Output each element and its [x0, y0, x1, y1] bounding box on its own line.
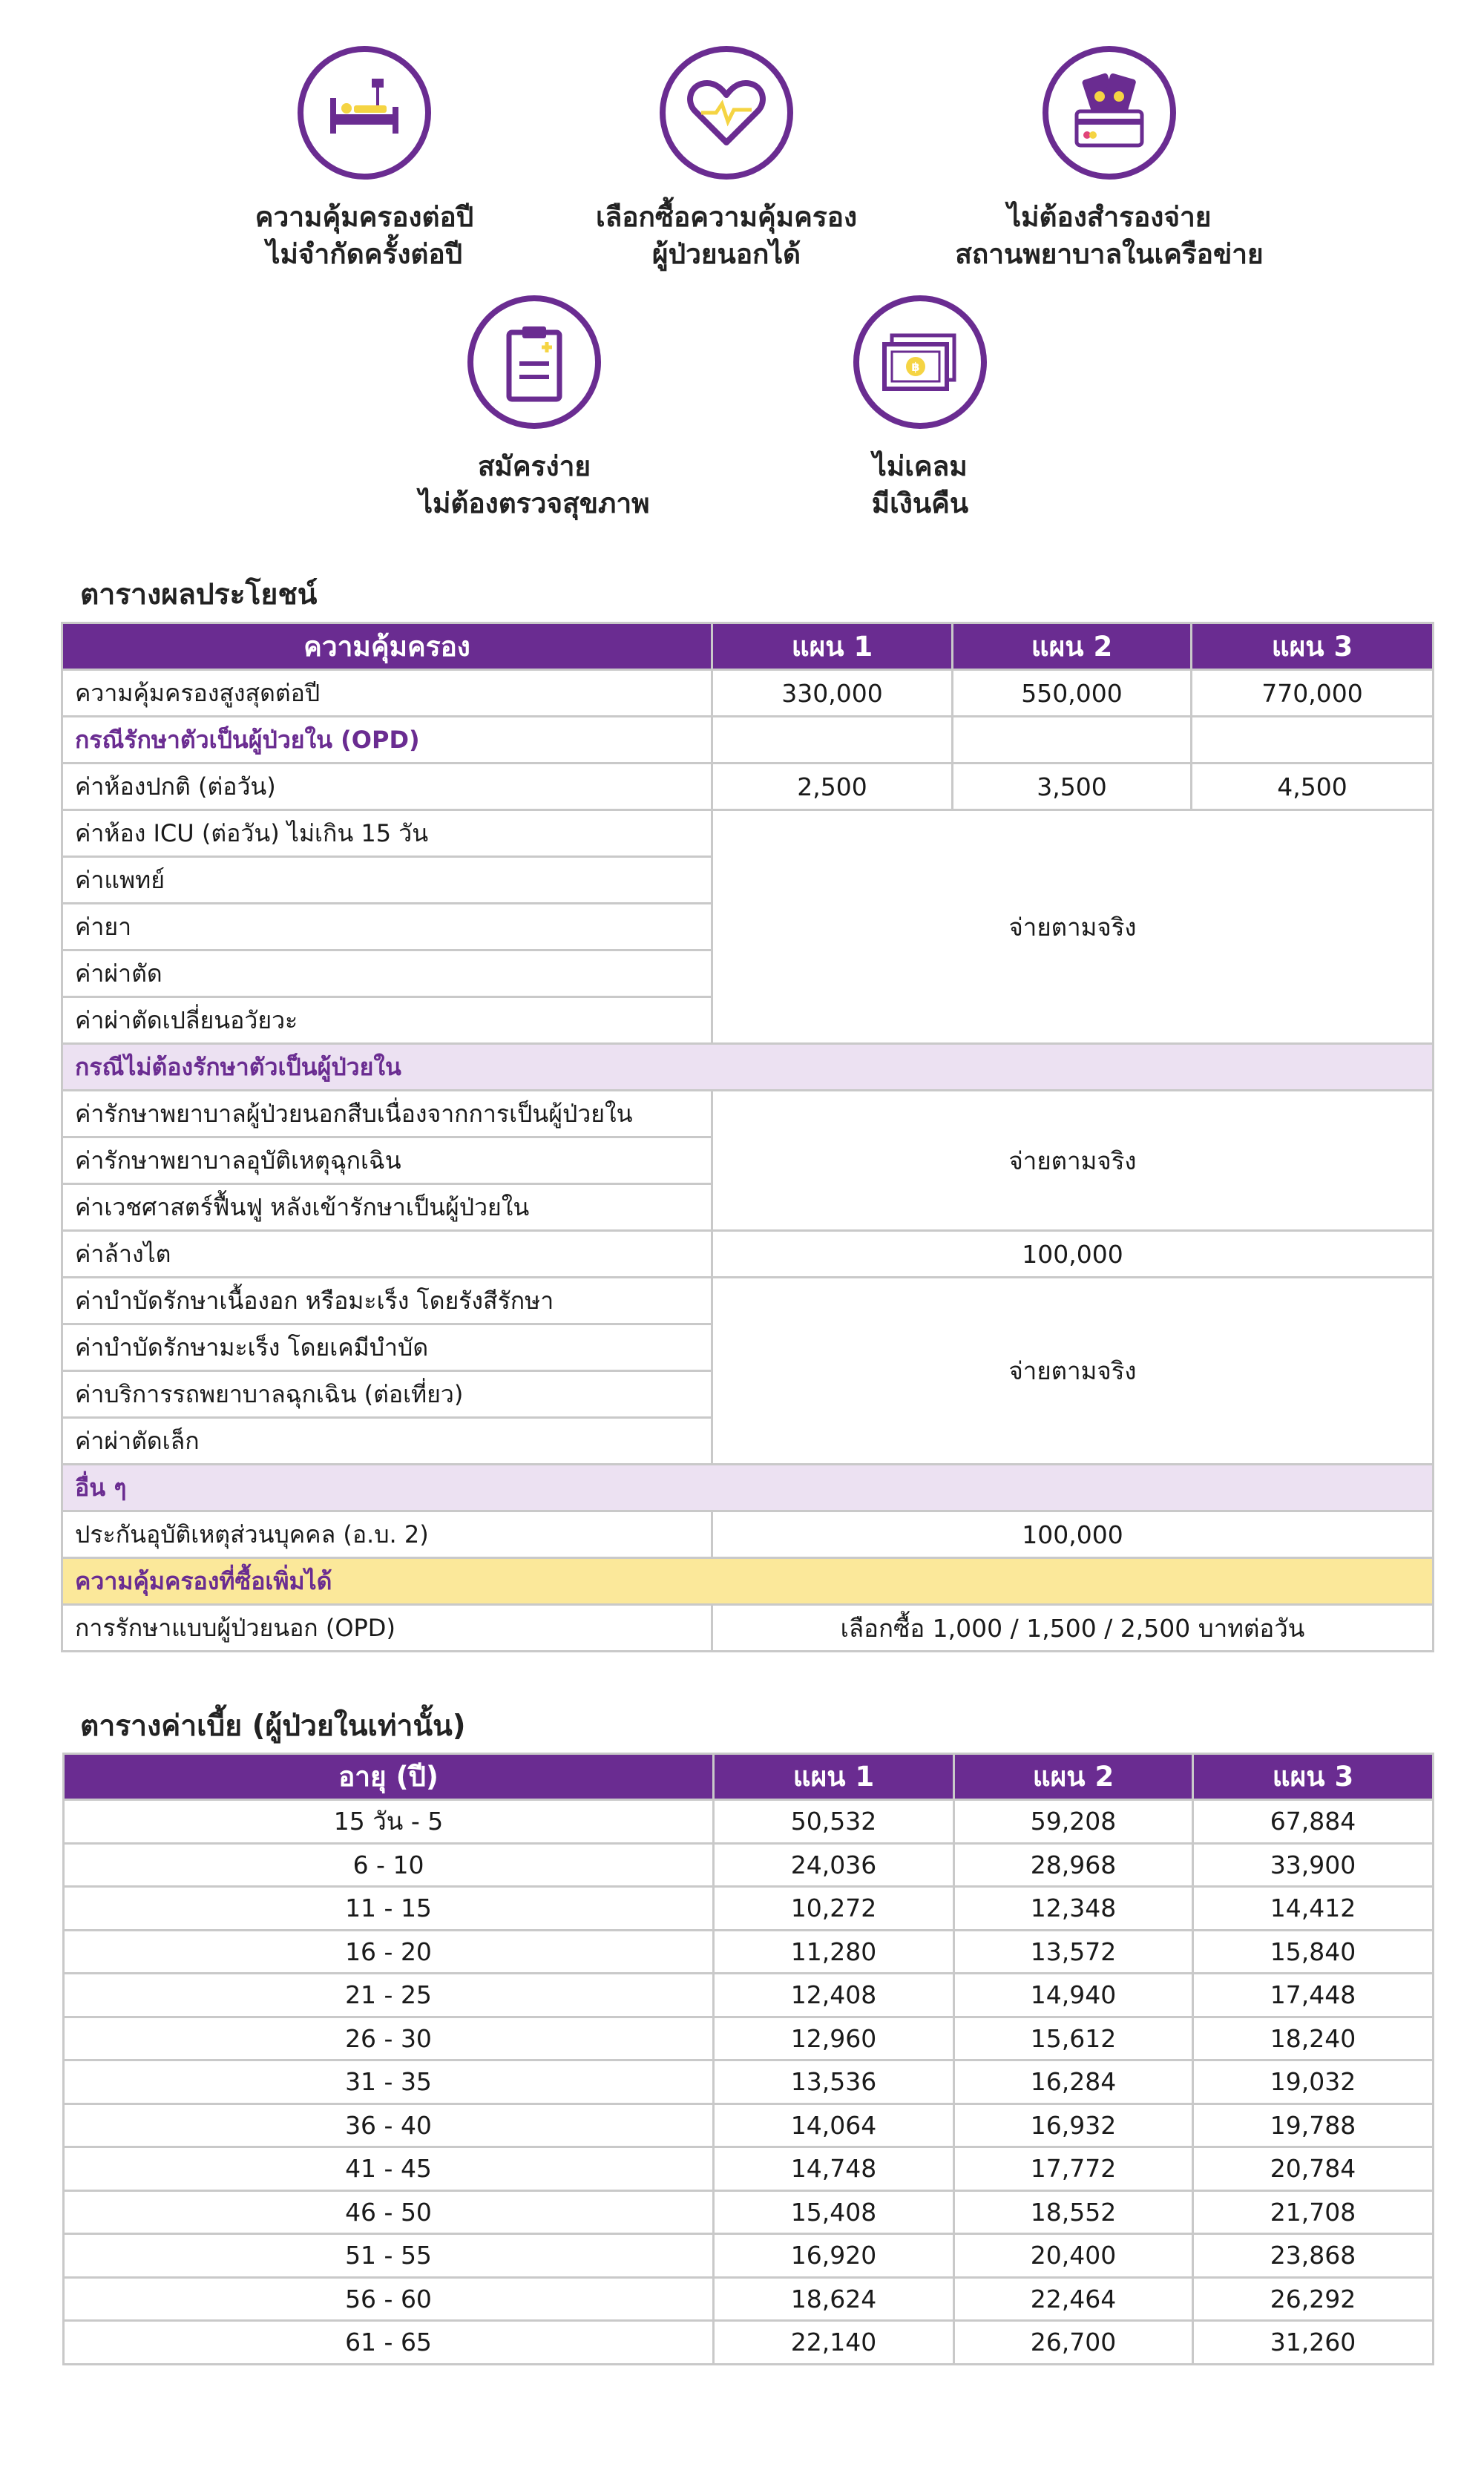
feature-line-2: ไม่จำกัดครั้งต่อปี: [266, 238, 463, 270]
section-label: กรณีรักษาตัวเป็นผู้ป่วยใน (OPD): [62, 717, 712, 763]
premium-cell: 12,408: [714, 1974, 954, 2017]
table-row: [64, 1887, 1434, 1931]
cell-value-merged: จ่ายตามจริง: [712, 1278, 1434, 1465]
empty-cell: [1192, 717, 1434, 763]
premium-cell: 10,272: [714, 1887, 954, 1931]
section-label: กรณีไม่ต้องรักษาตัวเป็นผู้ป่วยใน: [62, 1044, 1434, 1091]
feature-line-1: สมัครง่าย: [477, 450, 591, 482]
premium-cell: 15,612: [954, 2017, 1193, 2060]
benefit-header-row: [62, 623, 1434, 670]
age-range-cell: 6 - 10: [64, 1843, 714, 1887]
cell-value: 4,500: [1192, 763, 1434, 810]
header-coverage: ความคุ้มครอง: [62, 623, 712, 670]
premium-table-title: ตารางค่าเบี้ย (ผู้ป่วยในเท่านั้น): [80, 1710, 466, 1743]
premium-cell: 14,940: [954, 1974, 1193, 2017]
premium-cell: 26,292: [1193, 2277, 1434, 2321]
table-row: [64, 1800, 1434, 1844]
premium-cell: 28,968: [954, 1843, 1193, 1887]
benefit-table-title: ตารางผลประโยชน์: [80, 578, 318, 611]
premium-cell: 26,700: [954, 2321, 1193, 2365]
section-label: อื่น ๆ: [62, 1465, 1434, 1511]
row-label: การรักษาแบบผู้ป่วยนอก (OPD): [62, 1605, 712, 1652]
row-label: ค่าบำบัดรักษามะเร็ง โดยเคมีบำบัด: [62, 1324, 712, 1371]
benefit-table: [61, 622, 1434, 1652]
age-range-cell: 36 - 40: [64, 2103, 714, 2147]
premium-cell: 14,064: [714, 2103, 954, 2147]
row-label: ค่าผ่าตัด: [62, 950, 712, 997]
row-label: ค่าล้างไต: [62, 1231, 712, 1278]
table-row: [62, 763, 1434, 810]
row-label: ค่าบำบัดรักษาเนื้องอก หรือมะเร็ง โดยรังสีรักษา: [62, 1278, 712, 1324]
row-label: ค่ายา: [62, 904, 712, 950]
premium-cell: 15,408: [714, 2190, 954, 2234]
premium-cell: 11,280: [714, 1930, 954, 1974]
row-label: ค่าผ่าตัดเปลี่ยนอวัยวะ: [62, 997, 712, 1044]
premium-cell: 19,788: [1193, 2103, 1434, 2147]
table-row: [64, 1974, 1434, 2017]
cell-value-merged: 100,000: [712, 1231, 1434, 1278]
premium-cell: 17,448: [1193, 1974, 1434, 2017]
cell-value: 770,000: [1192, 670, 1434, 717]
premium-cell: 15,840: [1193, 1930, 1434, 1974]
age-range-cell: 46 - 50: [64, 2190, 714, 2234]
cell-value-merged: 100,000: [712, 1511, 1434, 1558]
table-row: [62, 670, 1434, 717]
premium-cell: 18,624: [714, 2277, 954, 2321]
empty-cell: [953, 717, 1192, 763]
premium-cell: 14,748: [714, 2147, 954, 2191]
header-plan-2: แผน 2: [953, 623, 1192, 670]
table-row: [64, 2234, 1434, 2278]
table-row: [62, 1091, 1434, 1137]
table-row: [62, 1605, 1434, 1652]
feature-opd-option: [519, 46, 934, 273]
premium-cell: 67,884: [1193, 1800, 1434, 1844]
banknote-icon: [853, 295, 987, 429]
row-label: ค่าห้องปกติ (ต่อวัน): [62, 763, 712, 810]
row-label: ค่าบริการรถพยาบาลฉุกเฉิน (ต่อเที่ยว): [62, 1371, 712, 1418]
feature-line-1: ไม่เคลม: [873, 450, 968, 482]
feature-no-claim-bonus: [712, 295, 1128, 522]
premium-cell: 20,784: [1193, 2147, 1434, 2191]
table-row: [62, 810, 1434, 857]
section-row-non-ipd: [62, 1044, 1434, 1091]
cell-value: 550,000: [953, 670, 1192, 717]
premium-cell: 14,412: [1193, 1887, 1434, 1931]
row-label: ค่าเวชศาสตร์ฟื้นฟู หลังเข้ารักษาเป็นผู้ป่วยใน: [62, 1184, 712, 1231]
table-row: [62, 1278, 1434, 1324]
section-row-other: [62, 1465, 1434, 1511]
table-row: [64, 2060, 1434, 2104]
feature-easy-apply: [326, 295, 742, 522]
premium-cell: 13,572: [954, 1930, 1193, 1974]
cell-value: 2,500: [712, 763, 953, 810]
section-row-addon: [62, 1558, 1434, 1605]
header-plan-2: แผน 2: [954, 1754, 1193, 1800]
cell-value-merged: จ่ายตามจริง: [712, 1091, 1434, 1231]
feature-line-1: ความคุ้มครองต่อปี: [255, 201, 474, 233]
table-row: [64, 2277, 1434, 2321]
premium-cell: 18,240: [1193, 2017, 1434, 2060]
feature-line-2: มีเงินคืน: [871, 487, 969, 519]
premium-cell: 24,036: [714, 1843, 954, 1887]
premium-cell: 20,400: [954, 2234, 1193, 2278]
table-row: [64, 1930, 1434, 1974]
table-row: [64, 2147, 1434, 2191]
premium-cell: 19,032: [1193, 2060, 1434, 2104]
table-row: [64, 2321, 1434, 2365]
feature-line-2: ผู้ป่วยนอกได้: [651, 238, 801, 270]
header-plan-1: แผน 1: [712, 623, 953, 670]
feature-line-1: เลือกซื้อความคุ้มครอง: [595, 201, 858, 233]
cash-card-icon: [1043, 46, 1176, 180]
premium-cell: 22,464: [954, 2277, 1193, 2321]
age-range-cell: 11 - 15: [64, 1887, 714, 1931]
premium-cell: 13,536: [714, 2060, 954, 2104]
age-range-cell: 56 - 60: [64, 2277, 714, 2321]
cell-value: 3,500: [953, 763, 1192, 810]
heart-pulse-icon: [660, 46, 793, 180]
age-range-cell: 15 วัน - 5: [64, 1800, 714, 1844]
table-row: [62, 1511, 1434, 1558]
svg-text:฿: ฿: [911, 360, 920, 374]
table-row: [64, 1843, 1434, 1887]
feature-cashless: [902, 46, 1317, 273]
premium-cell: 16,920: [714, 2234, 954, 2278]
row-label: ค่าผ่าตัดเล็ก: [62, 1418, 712, 1465]
premium-cell: 50,532: [714, 1800, 954, 1844]
row-label: ค่ารักษาพยาบาลอุบัติเหตุฉุกเฉิน: [62, 1137, 712, 1184]
feature-line-2: สถานพยาบาลในเครือข่าย: [955, 238, 1264, 270]
feature-annual-coverage: [157, 46, 572, 273]
premium-cell: 31,260: [1193, 2321, 1434, 2365]
premium-cell: 17,772: [954, 2147, 1193, 2191]
premium-cell: 12,960: [714, 2017, 954, 2060]
age-range-cell: 21 - 25: [64, 1974, 714, 2017]
premium-cell: 16,284: [954, 2060, 1193, 2104]
age-range-cell: 26 - 30: [64, 2017, 714, 2060]
premium-cell: 22,140: [714, 2321, 954, 2365]
row-label: ความคุ้มครองสูงสุดต่อปี: [62, 670, 712, 717]
row-label: ประกันอุบัติเหตุส่วนบุคคล (อ.บ. 2): [62, 1511, 712, 1558]
row-label: ค่ารักษาพยาบาลผู้ป่วยนอกสืบเนื่องจากการเป็นผู้ป่วยใน: [62, 1091, 712, 1137]
header-plan-3: แผน 3: [1192, 623, 1434, 670]
premium-cell: 16,932: [954, 2103, 1193, 2147]
empty-cell: [712, 717, 953, 763]
clipboard-icon: [467, 295, 601, 429]
age-range-cell: 41 - 45: [64, 2147, 714, 2191]
cell-value: 330,000: [712, 670, 953, 717]
cell-value-merged: เลือกซื้อ 1,000 / 1,500 / 2,500 บาทต่อวัน: [712, 1605, 1434, 1652]
premium-table: [62, 1753, 1434, 2365]
table-row: [64, 2017, 1434, 2060]
age-range-cell: 61 - 65: [64, 2321, 714, 2365]
header-plan-1: แผน 1: [714, 1754, 954, 1800]
premium-header-row: [64, 1754, 1434, 1800]
premium-cell: 23,868: [1193, 2234, 1434, 2278]
cell-value-merged: จ่ายตามจริง: [712, 810, 1434, 1044]
table-row: [64, 2190, 1434, 2234]
age-range-cell: 51 - 55: [64, 2234, 714, 2278]
age-range-cell: 31 - 35: [64, 2060, 714, 2104]
section-label: ความคุ้มครองที่ซื้อเพิ่มได้: [62, 1558, 1434, 1605]
table-row: [62, 1231, 1434, 1278]
premium-cell: 18,552: [954, 2190, 1193, 2234]
feature-line-2: ไม่ต้องตรวจสุขภาพ: [418, 487, 650, 519]
premium-cell: 33,900: [1193, 1843, 1434, 1887]
header-age: อายุ (ปี): [64, 1754, 714, 1800]
section-row-ipd: [62, 717, 1434, 763]
feature-line-1: ไม่ต้องสำรองจ่าย: [1007, 201, 1212, 233]
hospital-bed-icon: [298, 46, 431, 180]
row-label: ค่าห้อง ICU (ต่อวัน) ไม่เกิน 15 วัน: [62, 810, 712, 857]
premium-cell: 59,208: [954, 1800, 1193, 1844]
premium-cell: 12,348: [954, 1887, 1193, 1931]
age-range-cell: 16 - 20: [64, 1930, 714, 1974]
row-label: ค่าแพทย์: [62, 857, 712, 904]
premium-cell: 21,708: [1193, 2190, 1434, 2234]
header-plan-3: แผน 3: [1193, 1754, 1434, 1800]
table-row: [64, 2103, 1434, 2147]
